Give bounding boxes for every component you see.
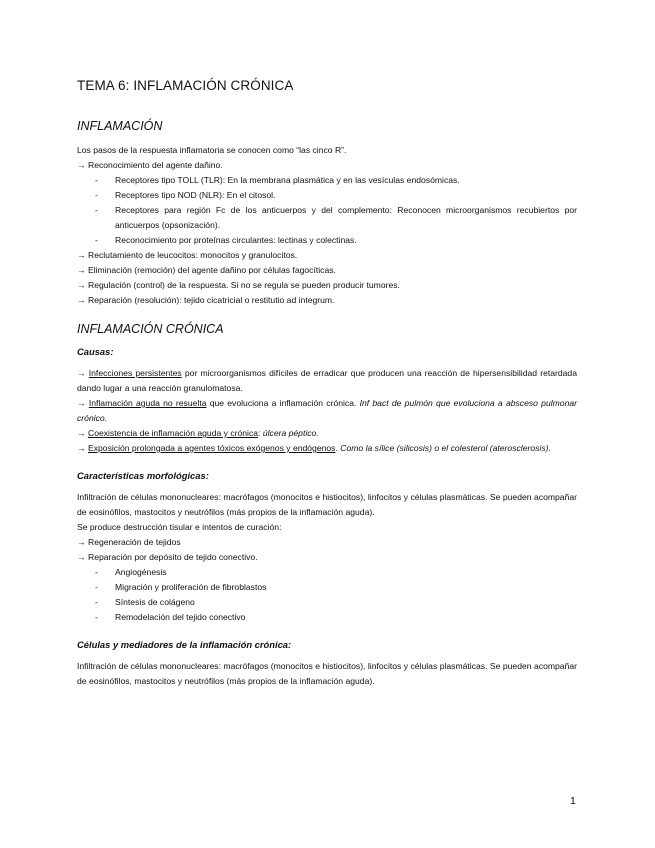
- page-number: 1: [570, 795, 576, 807]
- subheading-celulas-mediadores: Células y mediadores de la inflamación crónica:: [77, 639, 292, 650]
- morf-step: → Regeneración de tejidos: [77, 537, 181, 547]
- receptor-item: - Receptores tipo TOLL (TLR): En la membrana plasmática y en las vesículas endosómicas.: [77, 173, 577, 188]
- morf-item: - Síntesis de colágeno: [77, 595, 577, 610]
- receptor-item: - Receptores para región Fc de los anticuerpos y del complemento: Reconocen microorganismos recubiertos por anticuerpos (opsonización).: [77, 203, 577, 233]
- intro-paragraph: Los pasos de la respuesta inflamatoria se conocen como “las cinco R”.: [77, 145, 347, 155]
- document-page: [77, 78, 577, 689]
- cel-paragraph: Infiltración de células mononucleares: macrófagos (monocitos e histiocitos), linfocitos y células plasmáticas. Se pueden acompañar de eosinófilos, mastocitos y neutrófilos (más propios de la inflamación aguda).: [77, 661, 577, 686]
- cause-item: → Exposición prolongada a agentes tóxicos exógenos y endógenos. Como la sílice (silicosis) o el colesterol (aterosclerosis).: [77, 443, 551, 453]
- section-heading-inflamacion-cronica: INFLAMACIÓN CRÓNICA: [77, 322, 224, 336]
- cause-item: → Coexistencia de inflamación aguda y crónica: úlcera péptico.: [77, 428, 319, 438]
- page-title: TEMA 6: INFLAMACIÓN CRÓNICA: [77, 78, 294, 93]
- step-reparacion: → Reparación (resolución): tejido cicatricial o restitutio ad integrum.: [77, 295, 335, 305]
- receptor-item: - Receptores tipo NOD (NLR): En el citosol.: [77, 188, 577, 203]
- section-heading-inflamacion: INFLAMACIÓN: [77, 119, 163, 133]
- step-regulacion: → Regulación (control) de la respuesta. Si no se regula se pueden producir tumores.: [77, 280, 400, 290]
- morf-paragraph: Se produce destrucción tisular e intentos de curación:: [77, 522, 282, 532]
- cause-item: → Inflamación aguda no resuelta que evoluciona a inflamación crónica. Inf bact de pulmón que evoluciona a absceso pulmonar crónico.: [77, 398, 578, 423]
- step-eliminacion: → Eliminación (remoción) del agente dañino por células fagocíticas.: [77, 265, 336, 275]
- step-reclutamiento: → Reclutamiento de leucocitos: monocitos y granulocitos.: [77, 250, 298, 260]
- subheading-causas: Causas:: [77, 346, 114, 357]
- subheading-morfologicas: Características morfológicas:: [77, 470, 209, 481]
- cause-item: → Infecciones persistentes por microorganismos difíciles de erradicar que producen una reacción de hipersensibilidad retardada dando lugar a una reacción granulomatosa.: [77, 368, 577, 393]
- morf-paragraph: Infiltración de células mononucleares: macrófagos (monocitos e histiocitos), linfocitos y células plasmáticas. Se pueden acompañar de eosinófilos, mastocitos y neutrófilos (más propios de la inflamación aguda).: [77, 492, 577, 517]
- receptor-item: - Reconocimiento por proteínas circulantes: lectinas y colectinas.: [77, 233, 577, 248]
- step-reconocimiento: → Reconocimiento del agente dañino.: [77, 160, 223, 170]
- morf-item: - Migración y proliferación de fibroblastos: [77, 580, 577, 595]
- morf-item: - Angiogénesis: [77, 565, 577, 580]
- morf-step: → Reparación por depósito de tejido conectivo.: [77, 552, 258, 562]
- morf-item: - Remodelación del tejido conectivo: [77, 610, 577, 625]
